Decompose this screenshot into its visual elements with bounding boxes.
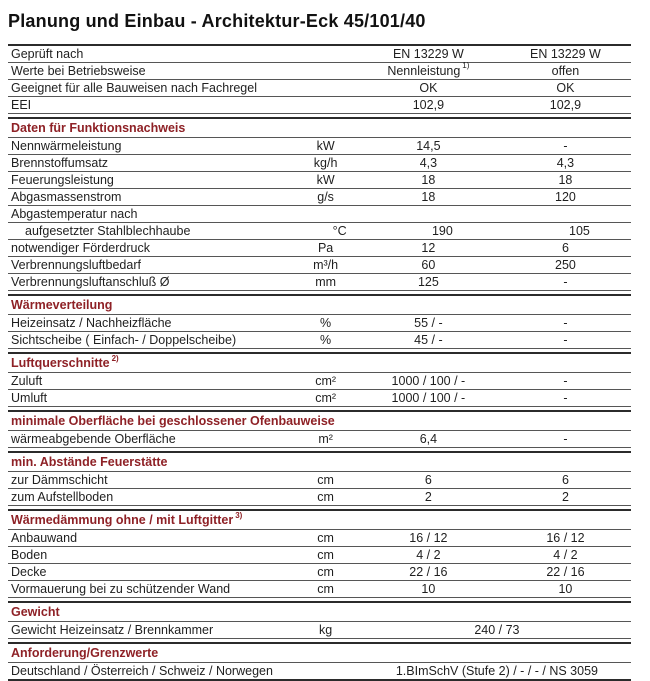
- row-unit: mm: [315, 274, 337, 289]
- table-row: [8, 332, 631, 349]
- section-heading-row: [8, 509, 631, 530]
- row-label: aufgesetzter Stahlblechhaube: [25, 223, 191, 238]
- table-row: [8, 581, 631, 598]
- row-label: zur Dämmschicht: [11, 472, 108, 487]
- row-unit: kW: [316, 138, 335, 153]
- row-value-1: 4,3: [419, 155, 438, 170]
- table-row: [8, 274, 631, 291]
- section-heading-row: [8, 642, 631, 663]
- row-label: Brennstoffumsatz: [11, 155, 109, 170]
- table-row: [8, 189, 631, 206]
- row-label: notwendiger Förderdruck: [11, 240, 150, 255]
- row-label: Heizeinsatz / Nachheizfläche: [11, 315, 172, 330]
- row-unit: cm: [317, 530, 334, 545]
- row-unit: cm²: [315, 373, 337, 388]
- row-value-1: 190: [431, 223, 453, 238]
- row-value-1: 22 / 16: [409, 564, 448, 579]
- row-label: Verbrennungsluftbedarf: [11, 257, 141, 272]
- table-row: [8, 472, 631, 489]
- row-label: Deutschland / Österreich / Schweiz / Norwegen: [11, 663, 273, 678]
- row-value-1: EN 13229 W: [392, 46, 464, 61]
- table-row: [8, 240, 631, 257]
- row-value-span: 240 / 73: [474, 622, 520, 637]
- row-value-1: 6: [424, 472, 432, 487]
- section-heading-label: min. Abstände Feuerstätte: [11, 455, 168, 469]
- table-row: [8, 223, 631, 240]
- table-row: [8, 63, 631, 80]
- table-row: [8, 489, 631, 506]
- row-value-1: 55 / -: [414, 315, 443, 330]
- section-heading-label: minimale Oberfläche bei geschlossener Ofenbauweise: [11, 414, 335, 428]
- row-label: wärmeabgebende Oberfläche: [11, 431, 176, 446]
- row-value-2: 102,9: [549, 97, 582, 112]
- row-unit: m³/h: [313, 257, 339, 272]
- row-label: EEI: [11, 97, 32, 112]
- row-value-2: -: [563, 373, 568, 388]
- row-unit: m²: [318, 431, 333, 446]
- section-heading-row: [8, 294, 631, 315]
- section-heading-label: Anforderung/Grenzwerte: [11, 646, 159, 660]
- row-unit: cm: [317, 564, 334, 579]
- row-value-1: 18: [421, 172, 436, 187]
- row-value-2: -: [563, 431, 568, 446]
- spec-table: [8, 44, 631, 681]
- row-value-2: -: [563, 315, 568, 330]
- row-label: Feuerungsleistung: [11, 172, 114, 187]
- row-value-2: 22 / 16: [546, 564, 585, 579]
- row-value-1: 14,5: [416, 138, 441, 153]
- row-value-1: 16 / 12: [409, 530, 448, 545]
- row-label: Nennwärmeleistung: [11, 138, 122, 153]
- section-heading-label: Daten für Funktionsnachweis: [11, 121, 186, 135]
- row-value-1: 125: [417, 274, 439, 289]
- row-unit: kW: [316, 172, 335, 187]
- row-value-1: 1000 / 100 / -: [391, 373, 466, 388]
- row-unit: cm: [317, 581, 334, 596]
- row-unit: g/s: [317, 189, 334, 204]
- row-label: Sichtscheibe ( Einfach- / Doppelscheibe): [11, 332, 237, 347]
- table-row: [8, 46, 631, 63]
- row-value-1: 6,4: [419, 431, 438, 446]
- section-heading-row: [8, 410, 631, 431]
- row-value-2: OK: [556, 80, 575, 95]
- row-unit: cm: [317, 547, 334, 562]
- row-value-1: 102,9: [412, 97, 445, 112]
- row-unit: Pa: [317, 240, 334, 255]
- row-label: zum Aufstellboden: [11, 489, 114, 504]
- row-value-1: 1000 / 100 / -: [391, 390, 466, 405]
- row-label: Geeignet für alle Bauweisen nach Fachregel: [11, 80, 257, 95]
- section-heading-label: Luftquerschnitte $^{2)}$: [11, 353, 119, 370]
- table-row: [8, 138, 631, 155]
- row-unit: cm: [317, 472, 334, 487]
- row-value-1: 10: [421, 581, 436, 596]
- row-value-2: offen: [551, 63, 580, 78]
- table-row: [8, 547, 631, 564]
- table-row: [8, 663, 631, 679]
- row-unit: °C: [332, 223, 347, 238]
- row-value-2: 250: [555, 257, 576, 272]
- table-row: [8, 155, 631, 172]
- row-unit: kg/h: [313, 155, 338, 170]
- row-value-2: 18: [558, 172, 573, 187]
- row-label: Umluft: [11, 390, 48, 405]
- footnote-marker: 3): [235, 510, 243, 520]
- row-value-2: -: [563, 138, 568, 153]
- footnote-marker: 1): [462, 61, 470, 71]
- section-heading-row: [8, 117, 631, 138]
- row-value-2: 4,3: [556, 155, 575, 170]
- table-row: [8, 622, 631, 639]
- row-label: Boden: [11, 547, 48, 562]
- row-unit: cm: [317, 489, 334, 504]
- page-title: Planung und Einbau - Architektur-Eck 45/101/40: [8, 11, 426, 31]
- section-heading-label: Wärmeverteilung: [11, 298, 113, 312]
- row-label: Werte bei Betriebsweise: [11, 63, 146, 78]
- row-unit: cm²: [315, 390, 337, 405]
- row-value-2: 105: [569, 223, 590, 238]
- table-row: [8, 390, 631, 407]
- section-heading-label: Gewicht: [11, 605, 60, 619]
- row-value-2: EN 13229 W: [529, 46, 601, 61]
- section-heading-row: [8, 601, 631, 622]
- row-value-2: 10: [558, 581, 573, 596]
- footnote-marker: 2): [111, 353, 119, 363]
- section-heading-label: Wärmedämmung ohne / mit Luftgitter $^{3)}$: [11, 510, 243, 527]
- row-value-2: -: [563, 390, 568, 405]
- row-label: Abgastemperatur nach: [11, 206, 138, 221]
- section-heading-row: [8, 451, 631, 472]
- row-unit: kg: [319, 622, 333, 637]
- row-label: Vormauerung bei zu schützender Wand: [11, 581, 231, 596]
- table-row: [8, 172, 631, 189]
- row-label: Decke: [11, 564, 47, 579]
- table-row: [8, 315, 631, 332]
- table-row: [8, 530, 631, 547]
- row-value-1: 18: [421, 189, 436, 204]
- row-value-2: 2: [561, 489, 569, 504]
- row-value-2: 16 / 12: [546, 530, 585, 545]
- row-label: Gewicht Heizeinsatz / Brennkammer: [11, 622, 214, 637]
- section-heading-row: [8, 352, 631, 373]
- table-row: [8, 206, 631, 223]
- row-label: Verbrennungsluftanschluß Ø: [11, 274, 170, 289]
- row-value-2: 4 / 2: [553, 547, 578, 562]
- row-label: Abgasmassenstrom: [11, 189, 122, 204]
- row-value-1: Nennleistung $^{1)}$: [387, 61, 470, 78]
- table-row: [8, 431, 631, 448]
- table-row: [8, 80, 631, 97]
- row-value-1: OK: [419, 80, 438, 95]
- row-value-1: 2: [424, 489, 432, 504]
- row-value-2: 6: [561, 472, 569, 487]
- row-value-2: 6: [561, 240, 569, 255]
- row-value-span: 1.BImSchV (Stufe 2) / - / - / NS 3059: [395, 663, 598, 678]
- table-row: [8, 97, 631, 114]
- row-value-2: 120: [555, 189, 576, 204]
- row-value-2: -: [563, 274, 568, 289]
- row-unit: %: [320, 332, 332, 347]
- row-value-1: 12: [421, 240, 436, 255]
- row-value-2: -: [563, 332, 568, 347]
- row-value-1: 60: [421, 257, 436, 272]
- table-row: [8, 564, 631, 581]
- table-row: [8, 257, 631, 274]
- row-value-1: 4 / 2: [416, 547, 441, 562]
- table-row: [8, 373, 631, 390]
- row-unit: %: [320, 315, 332, 330]
- row-label: Geprüft nach: [11, 46, 84, 61]
- row-label: Zuluft: [11, 373, 43, 388]
- row-label: Anbauwand: [11, 530, 78, 545]
- row-value-1: 45 / -: [414, 332, 443, 347]
